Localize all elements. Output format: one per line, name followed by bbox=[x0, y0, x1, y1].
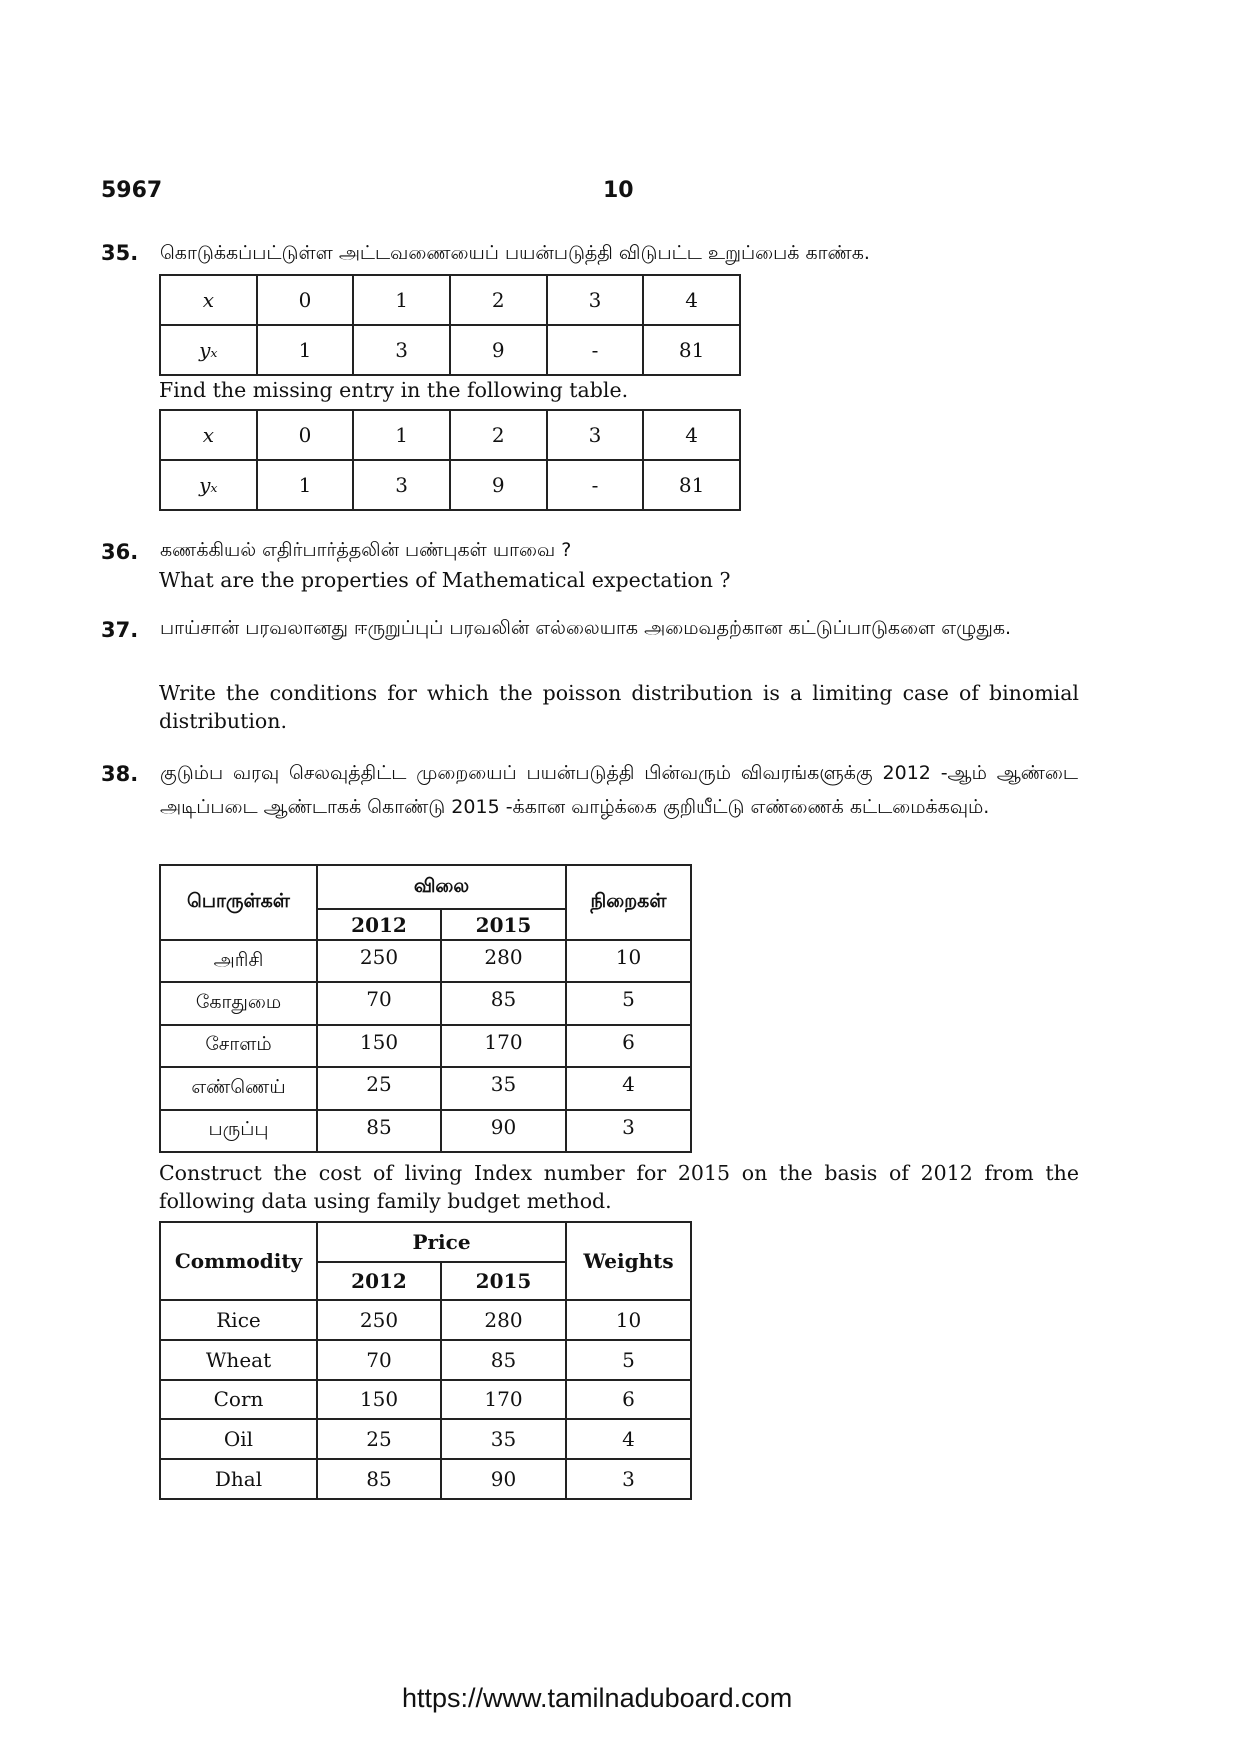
question-number-38: 38. bbox=[101, 762, 139, 786]
table-cell: 3 bbox=[547, 275, 644, 325]
price-2015-cell: 85 bbox=[441, 1340, 566, 1380]
table-cell: 0 bbox=[257, 410, 354, 460]
table-header-row bbox=[160, 865, 691, 909]
weight-cell: 6 bbox=[566, 1025, 691, 1067]
table-cell: 4 bbox=[643, 275, 740, 325]
table-row bbox=[160, 982, 691, 1024]
price-2015-cell: 85 bbox=[441, 982, 566, 1024]
table-cell: 2 bbox=[450, 275, 547, 325]
weight-cell: 10 bbox=[566, 1300, 691, 1340]
commodity-cell: பருப்பு bbox=[160, 1110, 317, 1152]
table-cell: 9 bbox=[450, 325, 547, 375]
table-header-row bbox=[160, 1222, 691, 1262]
table-row bbox=[160, 410, 740, 460]
table-row bbox=[160, 940, 691, 982]
question-number-35: 35. bbox=[101, 241, 139, 265]
weight-cell: 10 bbox=[566, 940, 691, 982]
page-number: 10 bbox=[603, 178, 634, 203]
table-row bbox=[160, 1459, 691, 1499]
q38-english-text: Construct the cost of living Index number for 2015 on the basis of 2012 from the following data using family budget method. bbox=[159, 1161, 1079, 1213]
table-row bbox=[160, 325, 740, 375]
price-2015-cell: 280 bbox=[441, 940, 566, 982]
table-row bbox=[160, 1110, 691, 1152]
table-row bbox=[160, 1300, 691, 1340]
header-weights: Weights bbox=[566, 1222, 691, 1300]
price-2015-cell: 35 bbox=[441, 1419, 566, 1459]
commodity-cell: அரிசி bbox=[160, 940, 317, 982]
weight-cell: 3 bbox=[566, 1110, 691, 1152]
price-2015-cell: 35 bbox=[441, 1067, 566, 1109]
x-label: x bbox=[160, 275, 257, 325]
table-cell: 2 bbox=[450, 410, 547, 460]
y-label: yₓ bbox=[160, 460, 257, 510]
table-cell: 9 bbox=[450, 460, 547, 510]
price-2012-cell: 250 bbox=[317, 1300, 441, 1340]
price-2015-cell: 90 bbox=[441, 1110, 566, 1152]
weight-cell: 6 bbox=[566, 1380, 691, 1420]
table-cell: 1 bbox=[353, 410, 450, 460]
header-item: பொருள்கள் bbox=[160, 865, 317, 940]
price-2015-cell: 280 bbox=[441, 1300, 566, 1340]
table-cell: 0 bbox=[257, 275, 354, 325]
table-row bbox=[160, 275, 740, 325]
commodity-cell: Corn bbox=[160, 1380, 317, 1420]
q36-english-text: What are the properties of Mathematical expectation ? bbox=[159, 568, 731, 592]
commodity-cell: Dhal bbox=[160, 1459, 317, 1499]
table-cell: 4 bbox=[643, 410, 740, 460]
q38-tamil-table bbox=[159, 864, 692, 1153]
commodity-cell: Oil bbox=[160, 1419, 317, 1459]
price-2015-cell: 170 bbox=[441, 1380, 566, 1420]
q35-tamil-table bbox=[159, 274, 741, 376]
q38-tamil-text: குடும்ப வரவு செலவுத்திட்ட முறையைப் பயன்படுத்தி பின்வரும் விவரங்களுக்கு 2012 -ஆம் ஆண்டை அடிப்படை ஆண்டாகக் கொண்டு 2015 -க்கான வாழ்க்கை குறியீட்டு எண்ணைக் கட்டமைக்கவும். bbox=[160, 762, 1078, 818]
price-2012-cell: 85 bbox=[317, 1459, 441, 1499]
table-cell: 81 bbox=[643, 325, 740, 375]
price-2012-cell: 70 bbox=[317, 982, 441, 1024]
table-row bbox=[160, 1380, 691, 1420]
commodity-cell: சோளம் bbox=[160, 1025, 317, 1067]
commodity-cell: கோதுமை bbox=[160, 982, 317, 1024]
weight-cell: 5 bbox=[566, 982, 691, 1024]
table-row bbox=[160, 1067, 691, 1109]
price-2012-cell: 85 bbox=[317, 1110, 441, 1152]
table-cell: 3 bbox=[353, 460, 450, 510]
header-year-2012: 2012 bbox=[317, 1262, 441, 1300]
header-year-2012: 2012 bbox=[317, 909, 441, 940]
price-2012-cell: 150 bbox=[317, 1380, 441, 1420]
table-cell: 1 bbox=[257, 460, 354, 510]
q36-tamil-text: கணக்கியல் எதிர்பார்த்தலின் பண்புகள் யாவை ? bbox=[160, 539, 572, 561]
question-number-37: 37. bbox=[101, 618, 139, 642]
q35-english-text: Find the missing entry in the following table. bbox=[159, 378, 629, 402]
header-item: Commodity bbox=[160, 1222, 317, 1300]
footer-url[interactable]: https://www.tamilnaduboard.com bbox=[402, 1683, 793, 1713]
header-price: விலை bbox=[317, 865, 566, 909]
table-cell: - bbox=[547, 325, 644, 375]
price-2012-cell: 70 bbox=[317, 1340, 441, 1380]
q37-tamil-text: பாய்சான் பரவலானது ஈருறுப்புப் பரவலின் எல்லையாக அமைவதற்கான கட்டுப்பாடுகளை எழுதுக. bbox=[160, 617, 1012, 639]
price-2012-cell: 150 bbox=[317, 1025, 441, 1067]
weight-cell: 5 bbox=[566, 1340, 691, 1380]
commodity-cell: Rice bbox=[160, 1300, 317, 1340]
paper-code: 5967 bbox=[101, 178, 163, 203]
question-number-36: 36. bbox=[101, 540, 139, 564]
table-row bbox=[160, 1025, 691, 1067]
table-cell: 3 bbox=[547, 410, 644, 460]
price-2012-cell: 25 bbox=[317, 1419, 441, 1459]
header-weights: நிறைகள் bbox=[566, 865, 691, 940]
price-2012-cell: 25 bbox=[317, 1067, 441, 1109]
price-2012-cell: 250 bbox=[317, 940, 441, 982]
weight-cell: 4 bbox=[566, 1067, 691, 1109]
weight-cell: 4 bbox=[566, 1419, 691, 1459]
x-label: x bbox=[160, 410, 257, 460]
table-cell: 1 bbox=[353, 275, 450, 325]
q37-english-text: Write the conditions for which the poisson distribution is a limiting case of binomial distribution. bbox=[159, 681, 1079, 733]
price-2015-cell: 90 bbox=[441, 1459, 566, 1499]
price-2015-cell: 170 bbox=[441, 1025, 566, 1067]
table-row bbox=[160, 460, 740, 510]
weight-cell: 3 bbox=[566, 1459, 691, 1499]
header-price: Price bbox=[317, 1222, 566, 1262]
table-cell: - bbox=[547, 460, 644, 510]
table-cell: 1 bbox=[257, 325, 354, 375]
header-year-2015: 2015 bbox=[441, 909, 566, 940]
q35-english-table bbox=[159, 409, 741, 511]
q38-english-table bbox=[159, 1221, 692, 1500]
commodity-cell: Wheat bbox=[160, 1340, 317, 1380]
table-row bbox=[160, 1340, 691, 1380]
y-label: yₓ bbox=[160, 325, 257, 375]
table-cell: 3 bbox=[353, 325, 450, 375]
table-cell: 81 bbox=[643, 460, 740, 510]
q35-tamil-text: கொடுக்கப்பட்டுள்ள அட்டவணையைப் பயன்படுத்தி விடுபட்ட உறுப்பைக் காண்க. bbox=[160, 242, 870, 264]
table-row bbox=[160, 1419, 691, 1459]
commodity-cell: எண்ணெய் bbox=[160, 1067, 317, 1109]
header-year-2015: 2015 bbox=[441, 1262, 566, 1300]
